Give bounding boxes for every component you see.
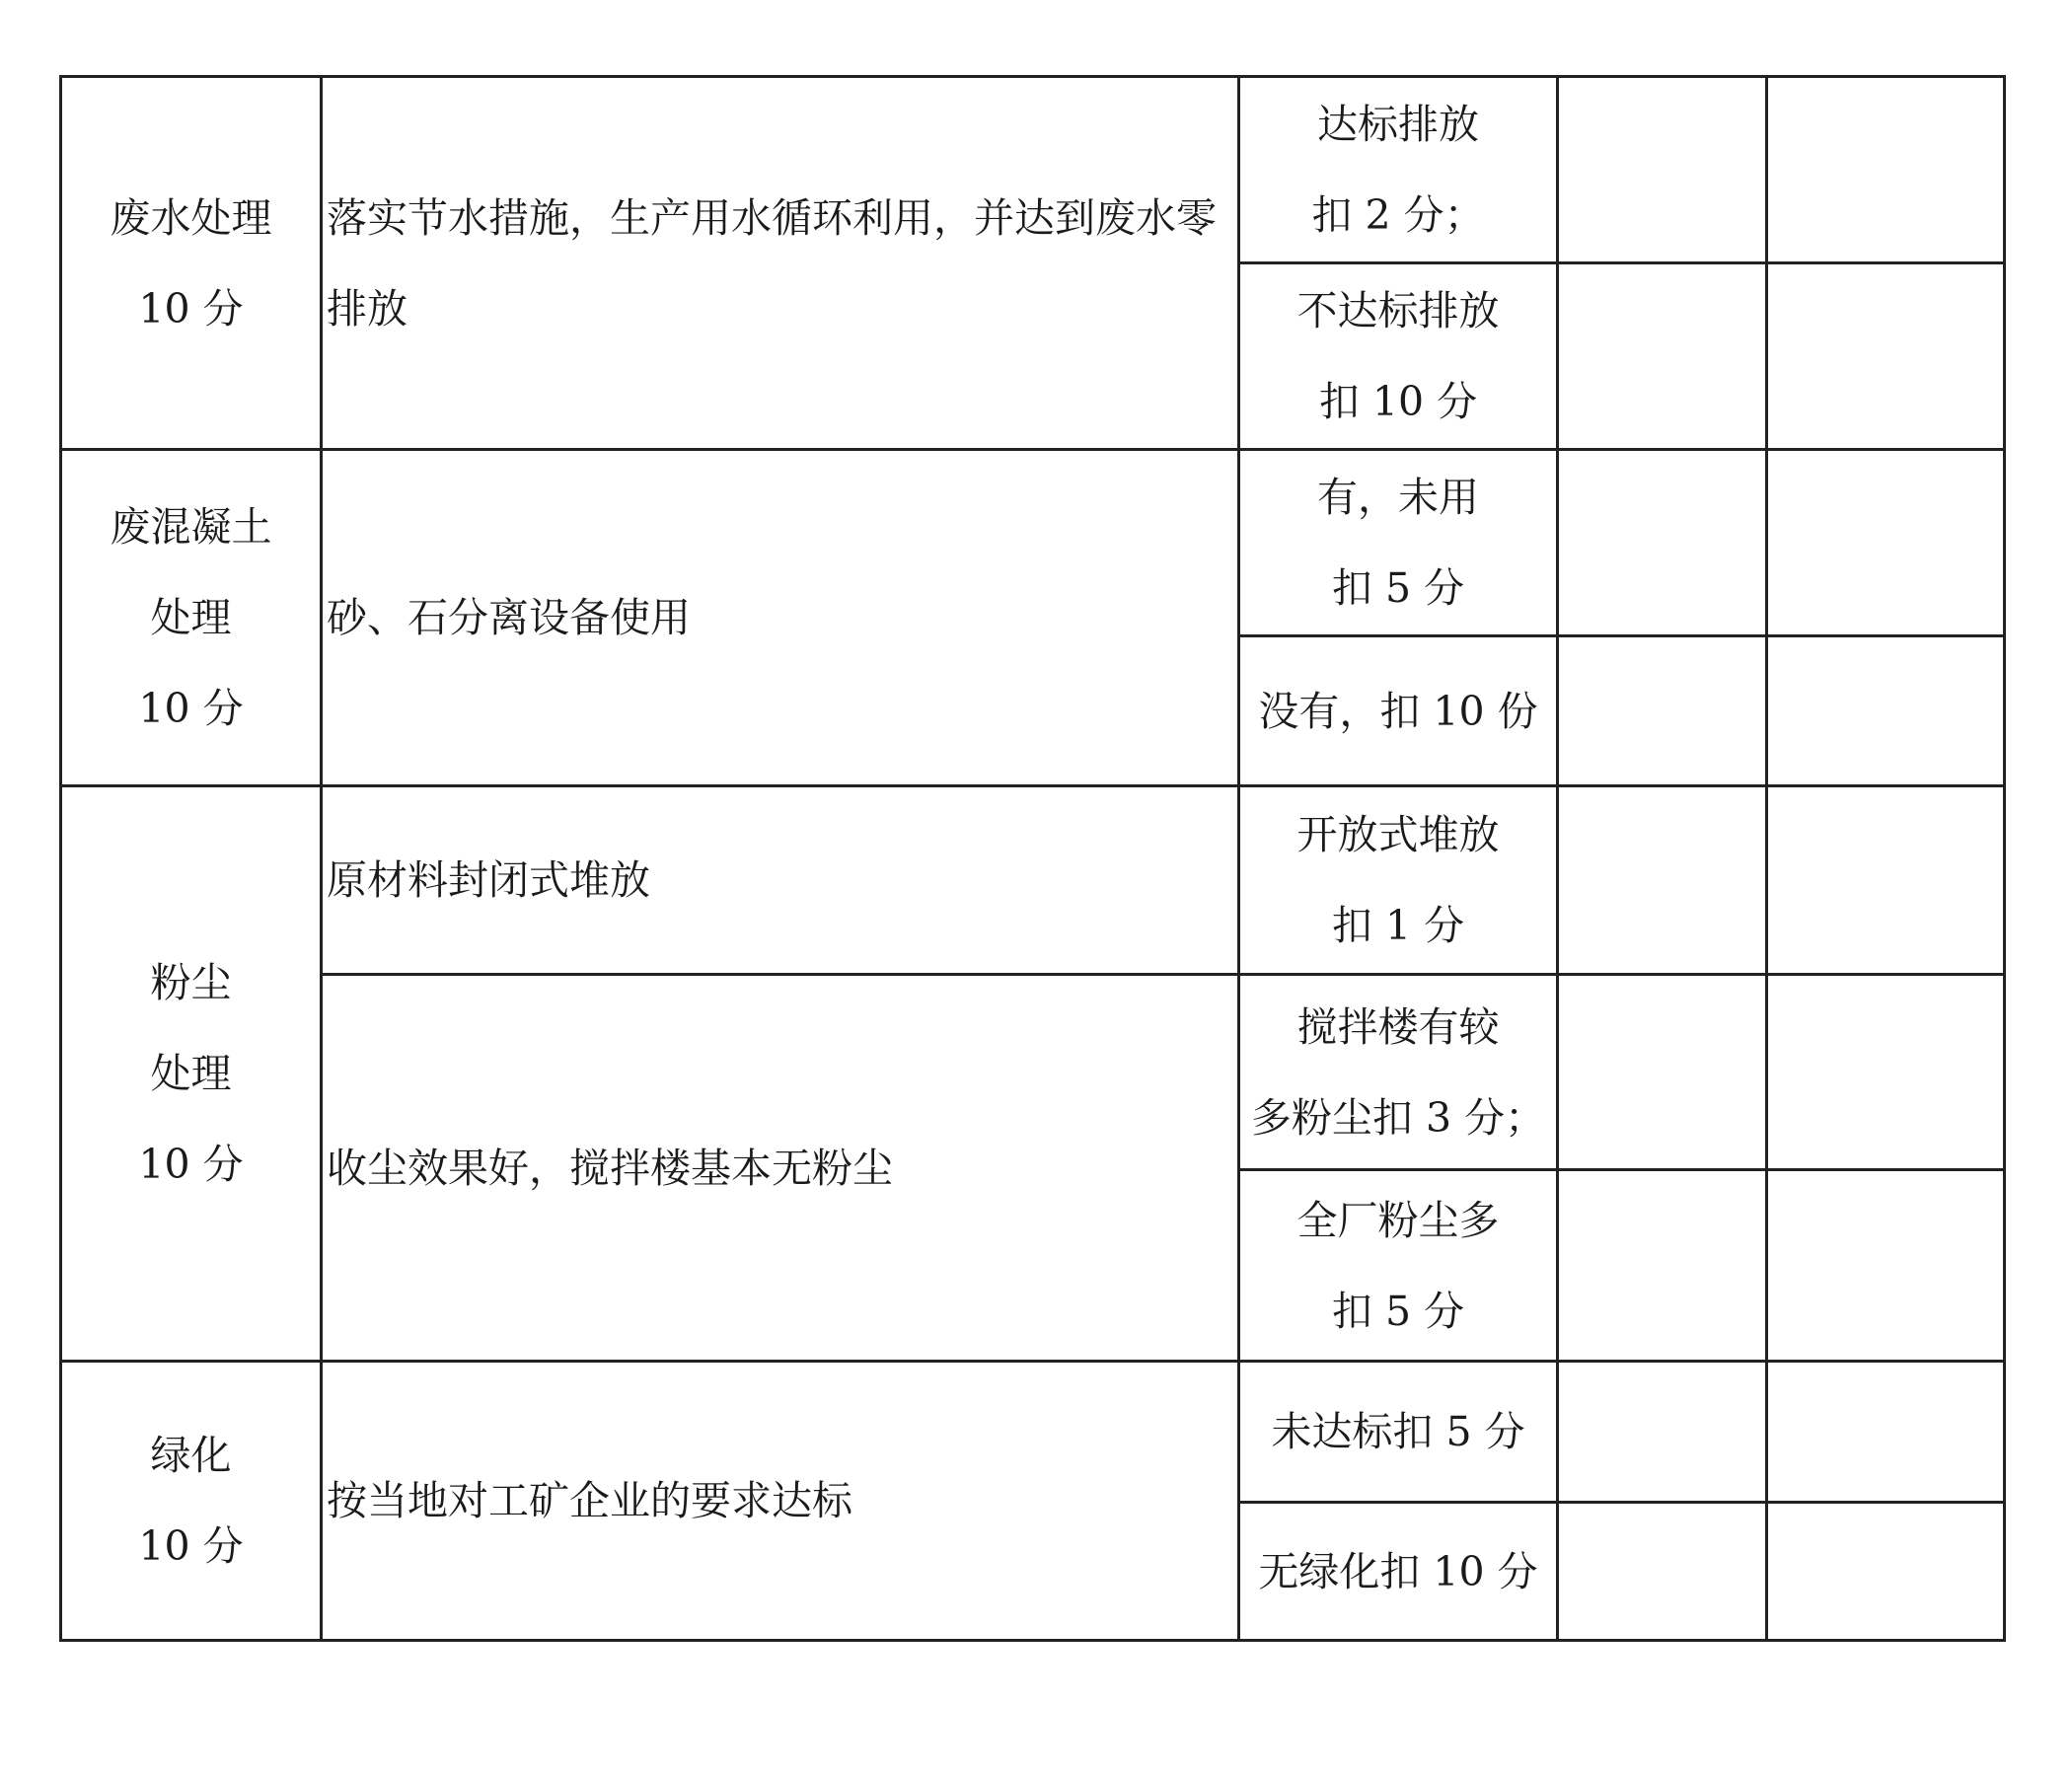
deduction-cell	[1239, 450, 1558, 636]
category-name: 废水处理	[110, 193, 272, 242]
table-row	[61, 786, 2005, 975]
requirement-cell	[322, 975, 1239, 1362]
table-row	[61, 975, 2005, 1170]
deduction-cell	[1239, 1362, 1558, 1503]
requirement-text: 原材料封闭式堆放	[327, 856, 650, 904]
deduction-cell	[1239, 975, 1558, 1170]
empty-cell	[1767, 1503, 2005, 1641]
category-name: 处理	[150, 1050, 232, 1097]
requirement-cell	[322, 1362, 1239, 1641]
deduction-line: 有，未用	[1317, 474, 1479, 521]
deduction-line: 开放式堆放	[1296, 811, 1500, 858]
empty-cell	[1558, 975, 1767, 1170]
empty-cell	[1558, 786, 1767, 975]
empty-cell	[1558, 263, 1767, 450]
category-score: 10 分	[138, 685, 244, 732]
deduction-line: 达标排放	[1317, 101, 1479, 148]
deduction-cell	[1239, 786, 1558, 975]
table-row	[61, 1362, 2005, 1503]
category-name: 绿化	[150, 1432, 232, 1479]
empty-cell	[1767, 450, 2005, 636]
empty-cell	[1558, 77, 1767, 263]
deduction-line: 没有，扣 10 份	[1258, 687, 1538, 735]
category-cell	[61, 1362, 322, 1641]
deduction-cell	[1239, 77, 1558, 263]
empty-cell	[1767, 786, 2005, 975]
deduction-cell	[1239, 263, 1558, 450]
deduction-cell	[1239, 636, 1558, 786]
requirement-text: 收尘效果好，搅拌楼基本无粉尘	[327, 1144, 893, 1192]
table-row	[61, 77, 2005, 263]
requirement-text: 砂、石分离设备使用	[327, 594, 691, 641]
empty-cell	[1767, 1170, 2005, 1362]
empty-cell	[1558, 450, 1767, 636]
deduction-cell	[1239, 1170, 1558, 1362]
empty-cell	[1767, 1362, 2005, 1503]
empty-cell	[1558, 1362, 1767, 1503]
empty-cell	[1767, 77, 2005, 263]
category-name: 粉尘	[150, 959, 232, 1006]
requirement-text: 按当地对工矿企业的要求达标	[327, 1477, 852, 1524]
category-score: 10 分	[138, 284, 244, 333]
deduction-line: 扣 5 分	[1331, 1287, 1465, 1335]
deduction-cell	[1239, 1503, 1558, 1641]
deduction-line: 全厂粉尘多	[1296, 1196, 1500, 1244]
category-cell	[61, 786, 322, 1362]
empty-cell	[1767, 263, 2005, 450]
deduction-line: 无绿化扣 10 分	[1258, 1547, 1538, 1595]
category-score: 10 分	[138, 1141, 244, 1188]
requirement-cell	[322, 77, 1239, 450]
empty-cell	[1558, 636, 1767, 786]
category-name: 处理	[150, 594, 232, 641]
deduction-line: 扣 10 分	[1318, 378, 1478, 425]
requirement-cell	[322, 786, 1239, 975]
empty-cell	[1767, 636, 2005, 786]
scoring-table	[59, 75, 2006, 1642]
deduction-line: 扣 1 分	[1331, 902, 1465, 949]
category-cell	[61, 450, 322, 786]
requirement-cell	[322, 450, 1239, 786]
deduction-line: 多粉尘扣 3 分；	[1250, 1093, 1546, 1142]
requirement-text: 落实节水措施，生产用水循环利用，并达到废水零排放	[327, 193, 1217, 333]
deduction-line: 扣 2 分；	[1311, 191, 1485, 239]
category-cell	[61, 77, 322, 450]
empty-cell	[1767, 975, 2005, 1170]
deduction-line: 扣 5 分	[1331, 564, 1465, 612]
deduction-line: 不达标排放	[1296, 287, 1500, 334]
deduction-line: 未达标扣 5 分	[1271, 1408, 1525, 1455]
deduction-line: 搅拌楼有较	[1296, 1002, 1500, 1051]
empty-cell	[1558, 1503, 1767, 1641]
empty-cell	[1558, 1170, 1767, 1362]
category-name: 废混凝土	[110, 503, 272, 551]
table-row	[61, 450, 2005, 636]
category-score: 10 分	[138, 1522, 244, 1570]
